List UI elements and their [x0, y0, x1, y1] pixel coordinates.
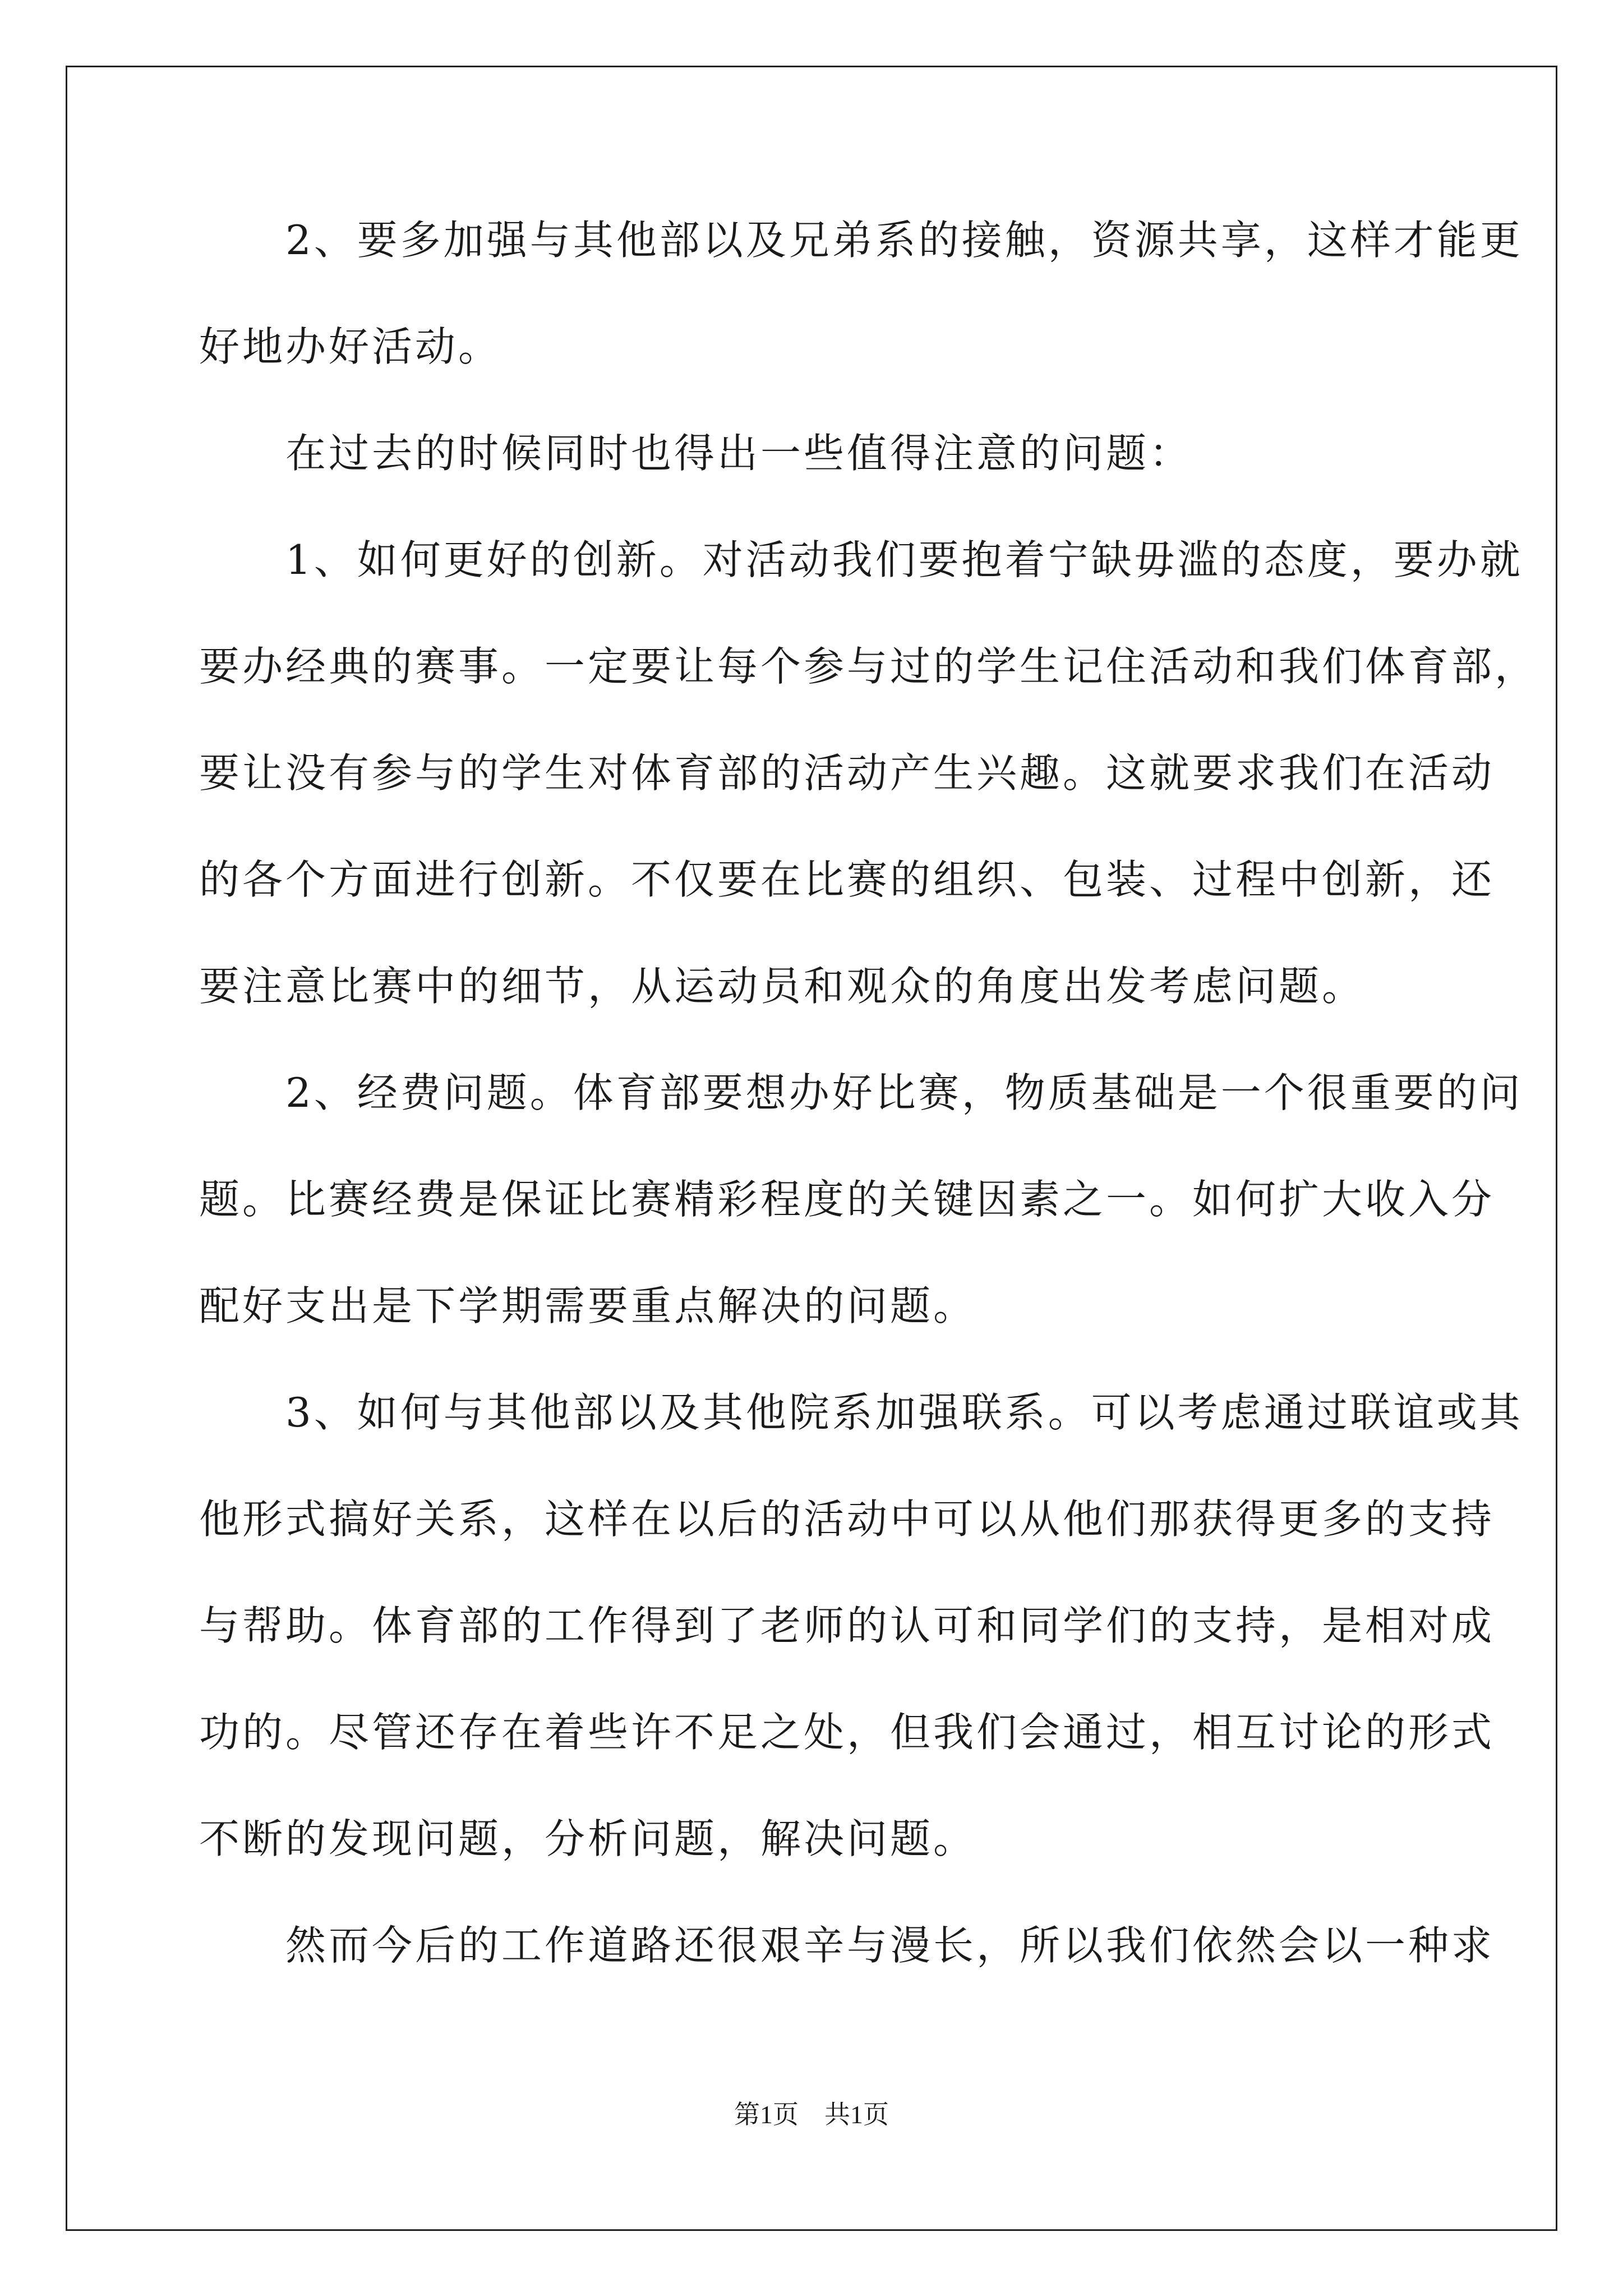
text-line: 要让没有参与的学生对体育部的活动产生兴趣。这就要求我们在活动	[199, 749, 1495, 797]
text-line: 的各个方面进行创新。不仅要在比赛的组织、包装、过程中创新，还	[199, 856, 1495, 903]
document-body	[199, 213, 1538, 1972]
text-line: 要办经典的赛事。一定要让每个参与过的学生记住活动和我们体育部，	[199, 643, 1538, 690]
text-line: 与帮助。体育部的工作得到了老师的认可和同学们的支持，是相对成	[199, 1602, 1495, 1649]
text-line: 然而今后的工作道路还很艰辛与漫长，所以我们依然会以一种求	[199, 1922, 1495, 1969]
page-number-footer: 第1页 共1页	[734, 2100, 889, 2129]
text-line: 他形式搞好关系，这样在以后的活动中可以从他们那获得更多的支持	[199, 1496, 1495, 1543]
text-line: 好地办好活动。	[199, 323, 502, 370]
text-line: 3、如何与其他部以及其他院系加强联系。可以考虑通过联谊或其	[199, 1389, 1523, 1436]
text-line: 功的。尽管还存在着些许不足之处，但我们会通过，相互讨论的形式	[199, 1709, 1495, 1756]
text-line: 要注意比赛中的细节，从运动员和观众的角度出发考虑问题。	[199, 963, 1366, 1010]
text-line: 1、如何更好的创新。对活动我们要抱着宁缺毋滥的态度，要办就	[199, 536, 1523, 583]
text-line: 配好支出是下学期需要重点解决的问题。	[199, 1282, 977, 1329]
text-line: 在过去的时候同时也得出一些值得注意的问题：	[199, 430, 1193, 477]
text-line: 2、要多加强与其他部以及兄弟系的接触，资源共享，这样才能更	[199, 217, 1523, 264]
text-line: 题。比赛经费是保证比赛精彩程度的关键因素之一。如何扩大收入分	[199, 1176, 1495, 1223]
text-line: 2、经费问题。体育部要想办好比赛，物质基础是一个很重要的问	[199, 1069, 1523, 1116]
text-line: 不断的发现问题，分析问题，解决问题。	[199, 1815, 977, 1862]
